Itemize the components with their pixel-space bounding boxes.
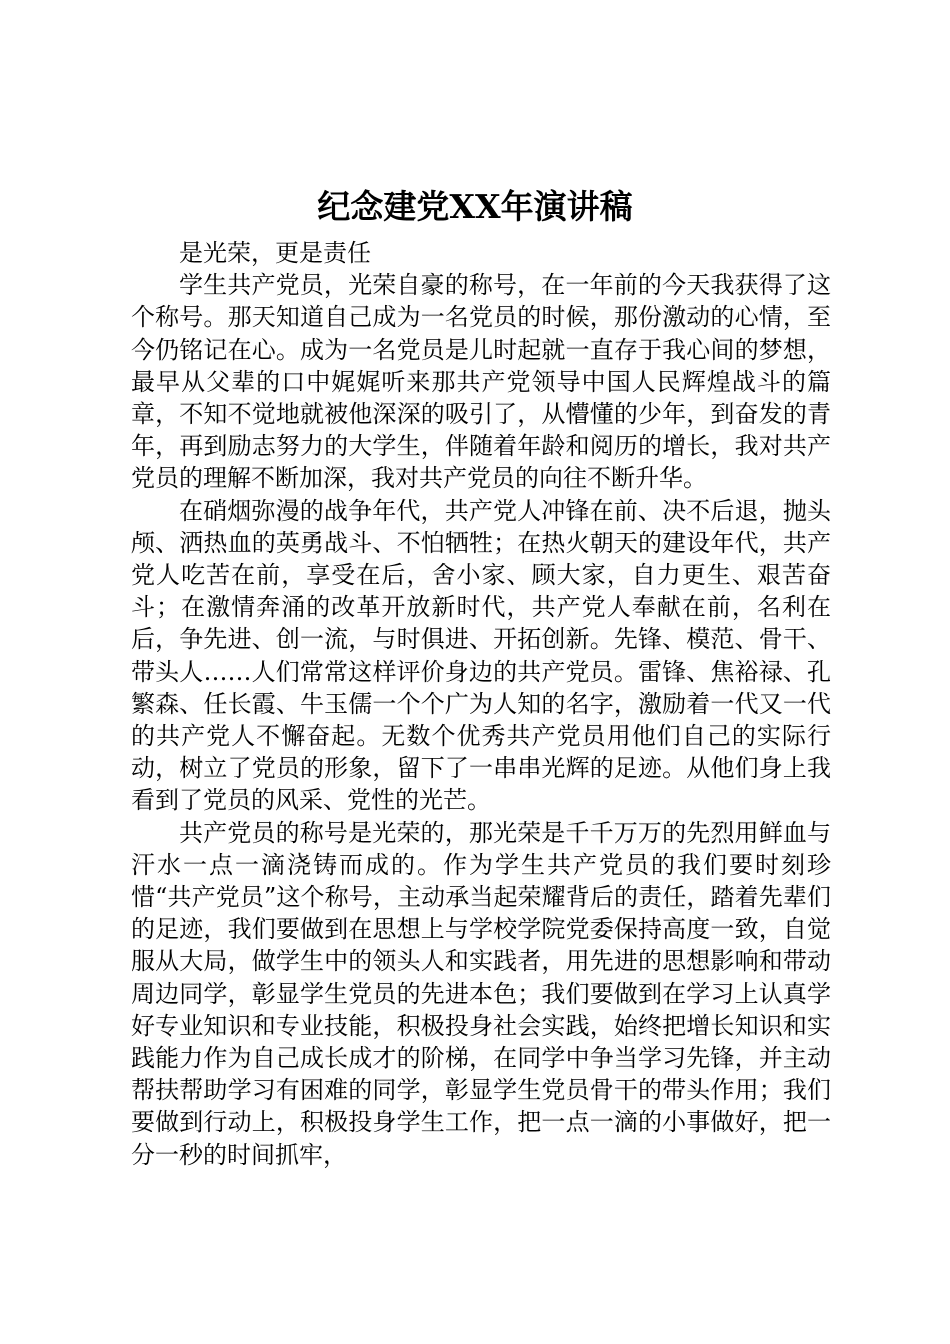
paragraph: 共产党员的称号是光荣的，那光荣是千千万万的先烈用鲜血与汗水一点一滴浇铸而成的。作为学生共产党员的我们要时刻珍惜“共产党员”这个称号，主动承当起荣耀背后的责任，踏着先辈们的足迹，我们要做到在思想上与学校学院党委保持高度一致，自觉服从大局，做学生中的领头人和实践者，用先进的思想影响和带动周边同学，彰显学生党员的先进本色；我们要做到在学习上认真学好专业知识和专业技能，积极投身社会实践，始终把增长知识和实践能力作为自己成长成才的阶梯，在同学中争当学习先锋，并主动帮扶帮助学习有困难的同学，彰显学生党员骨干的带头作用；我们要做到行动上，积极投身学生工作，把一点一滴的小事做好，把一分一秒的时间抓牢， xyxy=(131,818,831,1169)
document-title: 纪念建党XX年演讲稿 xyxy=(317,187,633,226)
paragraph-subtitle: 是光荣，更是责任 xyxy=(179,239,371,267)
paragraph: 在硝烟弥漫的战争年代，共产党人冲锋在前、决不后退，抛头颅、洒热血的英勇战斗、不怕牺牲；在热火朝天的建设年代，共产党人吃苦在前，享受在后，舍小家、顾大家，自力更生、艰苦奋斗；在激情奔涌的改革开放新时代，共产党人奉献在前，名利在后，争先进、创一流，与时俱进、开拓创新。先锋、模范、骨干、带头人……人们常常这样评价身边的共产党员。雷锋、焦裕禄、孔繁森、任长霞、牛玉儒一个个广为人知的名字，激励着一代又一代的共产党人不懈奋起。无数个优秀共产党员用他们自己的实际行动，树立了党员的形象，留下了一串串光辉的足迹。从他们身上我看到了党员的风采、党性的光芒。 xyxy=(131,496,831,815)
document-body xyxy=(131,237,831,1171)
paragraph: 学生共产党员，光荣自豪的称号，在一年前的今天我获得了这个称号。那天知道自己成为一名党员的时候，那份激动的心情，至今仍铭记在心。成为一名党员是儿时起就一直存于我心间的梦想，最早从父辈的口中娓娓听来那共产党领导中国人民辉煌战斗的篇章，不知不觉地就被他深深的吸引了，从懵懂的少年，到奋发的青年，再到励志努力的大学生，伴随着年龄和阅历的增长，我对共产党员的理解不断加深，我对共产党员的向往不断升华。 xyxy=(131,271,831,493)
